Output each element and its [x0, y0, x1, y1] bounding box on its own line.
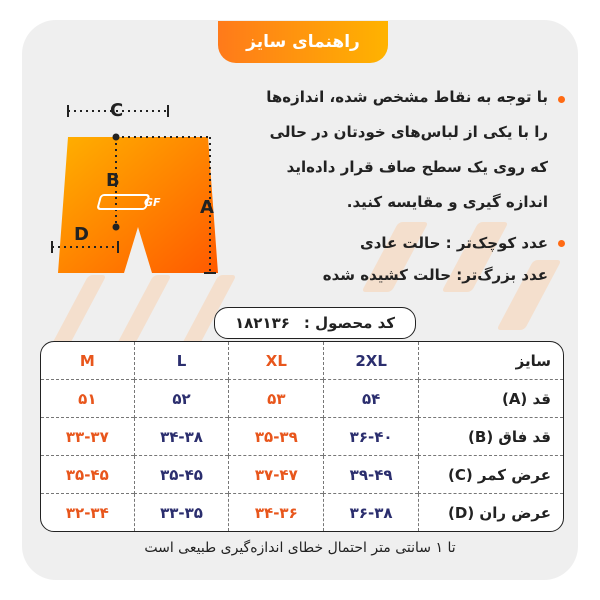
dimension-label-c: C	[110, 100, 124, 121]
small-number-note: عدد کوچک‌تر : حالت عادی	[359, 234, 548, 252]
table-cell: ۳۵-۳۹	[228, 418, 323, 456]
instructions-paragraph: با توجه به نقاط مشخص شده، اندازه‌ها را با یکی از لباس‌های خودتان در حالی که روی یک سطح صاف قرار داده‌اید اندازه گیری و مقایسه کنید.	[266, 88, 548, 211]
table-cell: ۳۵-۴۵	[41, 456, 134, 494]
table-row	[41, 456, 563, 494]
row-label: عرض کمر (C)	[418, 456, 563, 494]
row-label: قد (A)	[418, 380, 563, 418]
table-cell: ۵۱	[41, 380, 134, 418]
table-cell: ۵۴	[323, 380, 418, 418]
shorts-shape	[58, 137, 218, 273]
product-code-value: ۱۸۲۱۳۶	[234, 314, 290, 332]
size-header-l: L	[134, 342, 229, 380]
table-row	[41, 494, 563, 531]
page-title: راهنمای سایز	[218, 21, 388, 63]
table-row	[41, 418, 563, 456]
shorts-diagram	[40, 95, 230, 285]
dimension-label-a: A	[200, 197, 214, 218]
product-code-box	[214, 307, 416, 339]
table-cell: ۳۶-۳۸	[323, 494, 418, 531]
dimension-label-d: D	[74, 224, 89, 245]
table-cell: ۳۴-۳۸	[134, 418, 229, 456]
footer-note: تا ۱ سانتی متر احتمال خطای اندازه‌گیری طبیعی است	[144, 540, 456, 556]
size-header-2xl: 2XL	[323, 342, 418, 380]
bullet-dot-icon	[558, 240, 565, 247]
table-row	[41, 380, 563, 418]
table-cell: ۳۹-۴۹	[323, 456, 418, 494]
table-cell: ۳۲-۳۴	[65, 503, 109, 522]
row-label: عرض ران (D)	[418, 494, 563, 531]
size-header-m: M	[41, 342, 134, 380]
large-number-note: عدد بزرگ‌تر: حالت کشیده شده	[322, 266, 548, 284]
table-header-row	[41, 342, 563, 380]
table-cell: ۳۷-۴۷	[228, 456, 323, 494]
size-header-xl: XL	[228, 342, 323, 380]
product-code-label: کد محصول :	[303, 314, 396, 332]
table-corner-label: سایز	[418, 342, 563, 380]
row-label: قد فاق (B)	[418, 418, 563, 456]
table-cell: ۳۴-۳۶	[228, 494, 323, 531]
table-cell: ۳۵-۴۵	[134, 456, 229, 494]
table-cell: ۳۳-۳۷	[41, 418, 134, 456]
table-cell: ۵۲	[134, 380, 229, 418]
svg-text:GF: GF	[144, 196, 161, 209]
size-table	[40, 341, 564, 532]
dimension-label-b: B	[106, 170, 120, 191]
table-cell: ۳۶-۴۰	[323, 418, 418, 456]
table-cell: ۵۳	[228, 380, 323, 418]
table-cell: ۳۳-۳۵	[134, 494, 229, 531]
bullet-dot-icon	[558, 96, 565, 103]
